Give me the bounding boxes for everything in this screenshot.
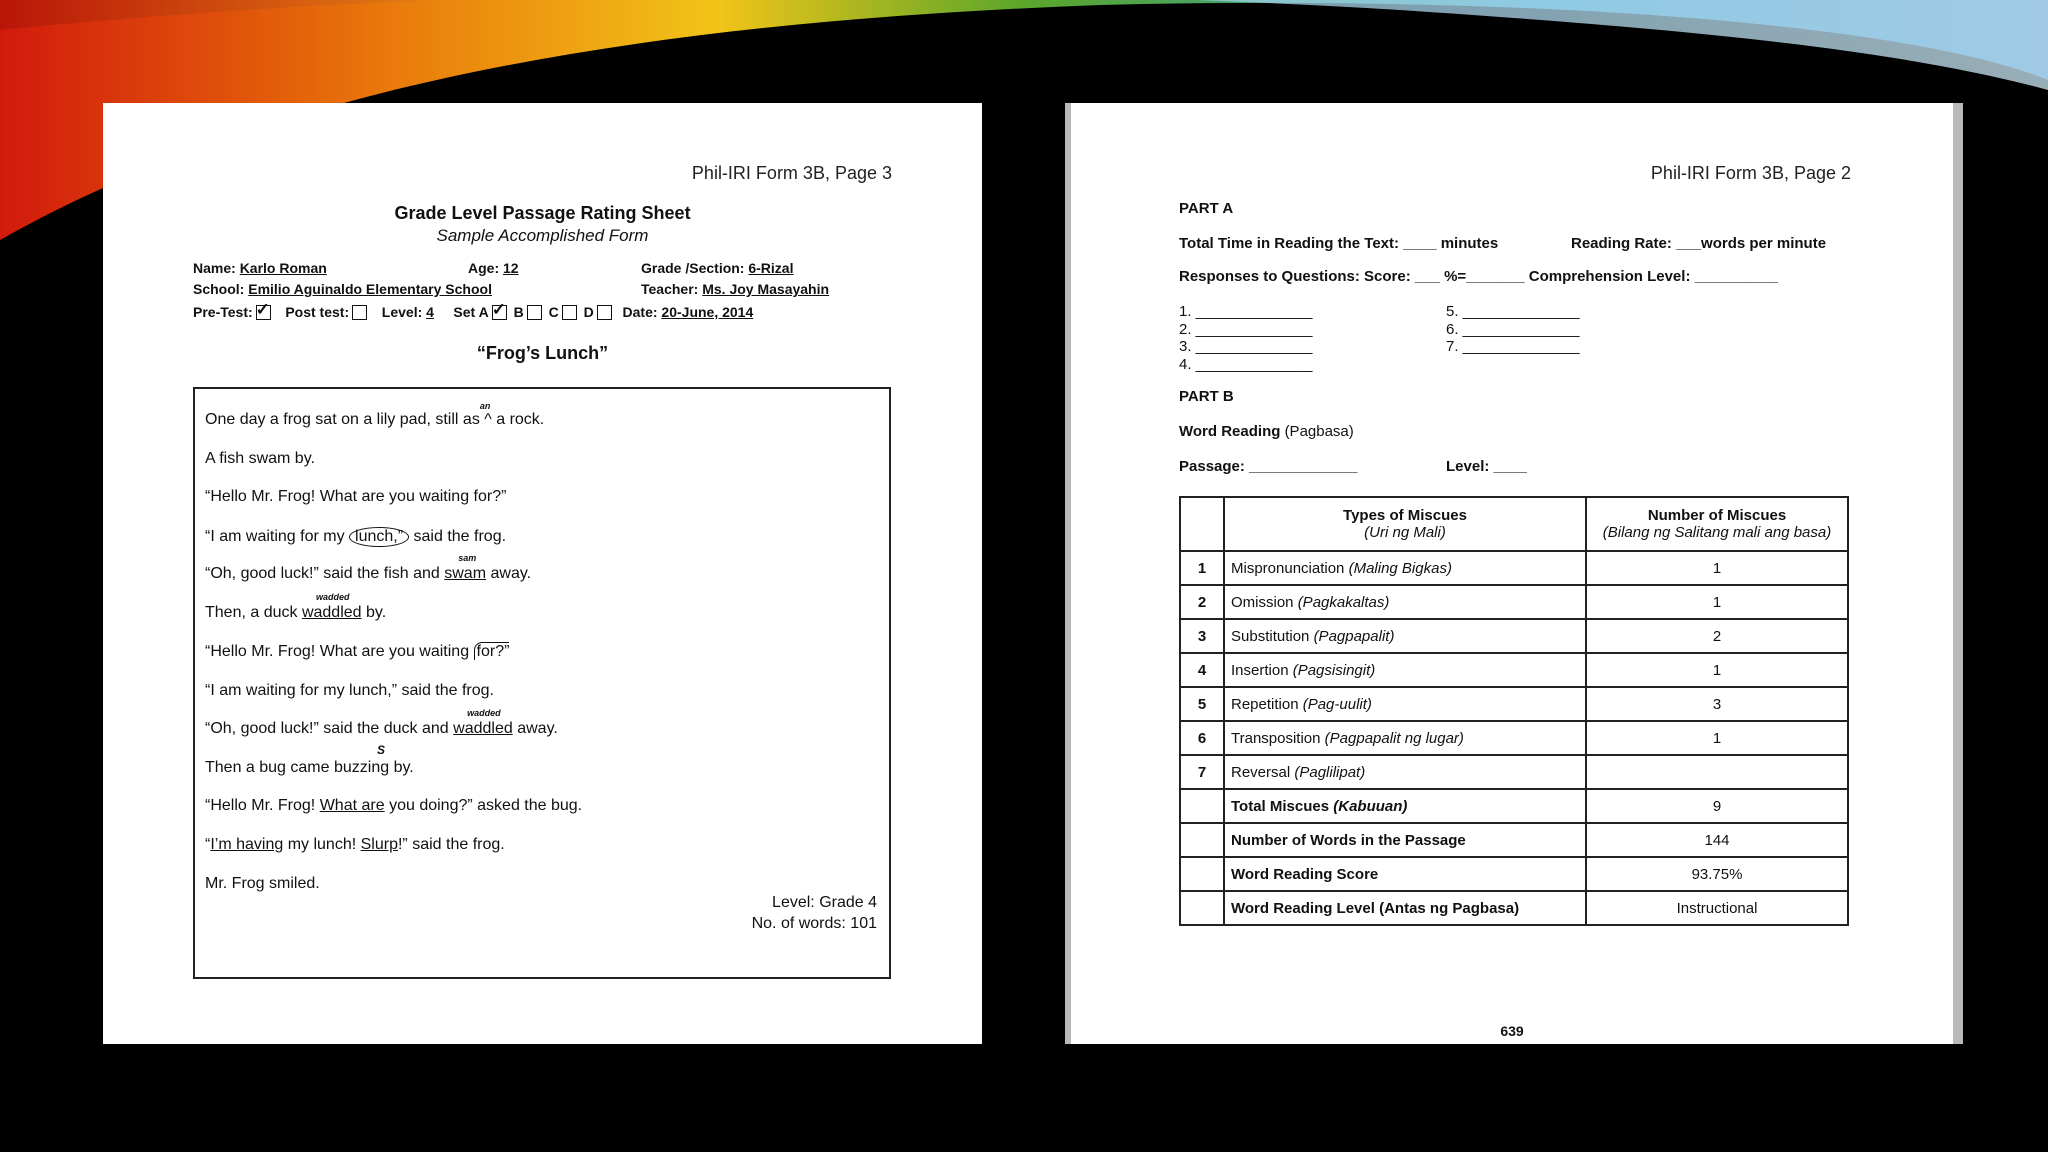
test-info-row: Pre-Test:✓ Post test: Level: 4 Set A✓ B C D Date: 20-June, 2014: [193, 304, 753, 320]
level-value: 4: [426, 304, 434, 320]
question-3: 3. ______________: [1179, 338, 1313, 355]
insertion-mark: an: [479, 401, 491, 411]
word-reading-score-row: Word Reading Score 93.75%: [1180, 857, 1848, 891]
question-6: 6. ______________: [1446, 321, 1580, 338]
page-number: 639: [1500, 1023, 1524, 1039]
passage-line-12: “I’m having my lunch! Slurp!” said the frog.: [205, 836, 505, 853]
passage-line-4: “I am waiting for my lunch,” said the frog.: [205, 528, 507, 545]
question-2: 2. ______________: [1179, 321, 1313, 338]
miscue-summary-page: [1065, 103, 1963, 1044]
miscue-table: [1179, 496, 1849, 926]
passage-box: [193, 387, 891, 979]
age-field: Age: 12: [468, 260, 519, 276]
table-row: 3 Substitution (Pagpapalit) 2: [1180, 619, 1848, 653]
school-field: School: Emilio Aguinaldo Elementary School: [193, 281, 492, 297]
set-c-checkbox: [562, 305, 577, 320]
responses-line: Responses to Questions: Score: ___ %=_______ Comprehension Level: __________: [1179, 268, 1779, 285]
total-time-line: Total Time in Reading the Text: ____ minutes: [1179, 235, 1499, 252]
grade-section-field: Grade /Section: 6-Rizal: [641, 260, 794, 276]
part-b-heading: PART B: [1179, 388, 1234, 405]
form-header: Phil-IRI Form 3B, Page 3: [691, 163, 892, 183]
passage-line-9: “Oh, good luck!” said the duck and wadded waddled away.: [205, 708, 558, 737]
posttest-checkbox: [352, 305, 367, 320]
passage-line-6: Then, a duck wadded waddled by.: [205, 592, 387, 621]
pretest-checkbox: [256, 305, 271, 320]
question-5: 5. ______________: [1446, 303, 1580, 320]
table-header-row: [1180, 497, 1848, 551]
passage-line-8: “I am waiting for my lunch,” said the frog.: [205, 682, 494, 699]
reading-rate-line: Reading Rate: ___words per minute: [1571, 235, 1827, 252]
types-column-header: Types of Miscues (Uri ng Mali): [1224, 497, 1586, 551]
name-value: Karlo Roman: [239, 260, 327, 276]
word-count-row: Number of Words in the Passage 144: [1180, 823, 1848, 857]
question-7: 7. ______________: [1446, 338, 1580, 355]
total-miscues-row: Total Miscues (Kabuuan) 9: [1180, 789, 1848, 823]
repetition-mark: for?”: [474, 642, 510, 660]
word-reading-level-row: Word Reading Level (Antas ng Pagbasa) Instructional: [1180, 891, 1848, 925]
table-row: 1 Mispronunciation (Maling Bigkas) 1: [1180, 551, 1848, 585]
passage-line-2: A fish swam by.: [205, 450, 315, 467]
question-4: 4. ______________: [1179, 356, 1313, 373]
table-row: 5 Repetition (Pag-uulit) 3: [1180, 687, 1848, 721]
age-value: 12: [503, 260, 519, 276]
form-header: Phil-IRI Form 3B, Page 2: [1650, 163, 1851, 183]
set-b-checkbox: [527, 305, 542, 320]
substitution-mark: wadded: [467, 708, 501, 718]
passage-line-1: One day a frog sat on a lily pad, still as an ^ a rock.: [205, 401, 545, 428]
insertion-mark: S: [377, 743, 386, 757]
table-row: 4 Insertion (Pagsisingit) 1: [1180, 653, 1848, 687]
sheet-title: Grade Level Passage Rating Sheet: [394, 203, 691, 223]
passage-level: Level: Grade 4: [772, 894, 877, 911]
passage-word-count: No. of words: 101: [751, 915, 877, 932]
date-value: 20-June, 2014: [661, 304, 754, 320]
omission-circle: lunch,”: [349, 527, 409, 547]
name-field: Name: Karlo Roman: [193, 260, 327, 276]
set-d-checkbox: [597, 305, 612, 320]
question-1: 1. ______________: [1179, 303, 1313, 320]
table-row: 6 Transposition (Pagpapalit ng lugar) 1: [1180, 721, 1848, 755]
passage-line: Passage: _____________: [1179, 458, 1358, 475]
transposition-mark: What are: [319, 797, 385, 814]
substitution-mark: sam: [458, 553, 477, 563]
word-reading-heading: Word Reading (Pagbasa): [1179, 423, 1354, 440]
passage-line-13: Mr. Frog smiled.: [205, 875, 320, 892]
part-a-heading: PART A: [1179, 200, 1234, 217]
school-value: Emilio Aguinaldo Elementary School: [248, 281, 492, 297]
table-row: 2 Omission (Pagkakaltas) 1: [1180, 585, 1848, 619]
passage-line-5: “Oh, good luck!” said the fish and sam swam away.: [205, 553, 532, 582]
passage-line-3: “Hello Mr. Frog! What are you waiting for?”: [205, 488, 507, 505]
passage-line-11: “Hello Mr. Frog! What are you doing?” asked the bug.: [205, 797, 583, 814]
sheet-subtitle: Sample Accomplished Form: [436, 226, 649, 245]
count-column-header: Number of Miscues (Bilang ng Salitang mali ang basa): [1586, 497, 1848, 551]
teacher-value: Ms. Joy Masayahin: [702, 281, 830, 297]
passage-line-7: “Hello Mr. Frog! What are you waiting for?”: [205, 643, 510, 660]
teacher-field: Teacher: Ms. Joy Masayahin: [641, 281, 830, 297]
table-row: 7 Reversal (Paglilipat): [1180, 755, 1848, 789]
story-title: “Frog’s Lunch”: [476, 343, 609, 363]
grade-section-value: 6-Rizal: [748, 260, 794, 276]
set-a-checkbox: [492, 305, 507, 320]
level-line: Level: ____: [1446, 458, 1527, 475]
substitution-mark: wadded: [315, 592, 350, 602]
rating-sheet-page: [103, 103, 982, 1044]
passage-line-10: S Then a bug came buzzing by.: [205, 743, 414, 776]
